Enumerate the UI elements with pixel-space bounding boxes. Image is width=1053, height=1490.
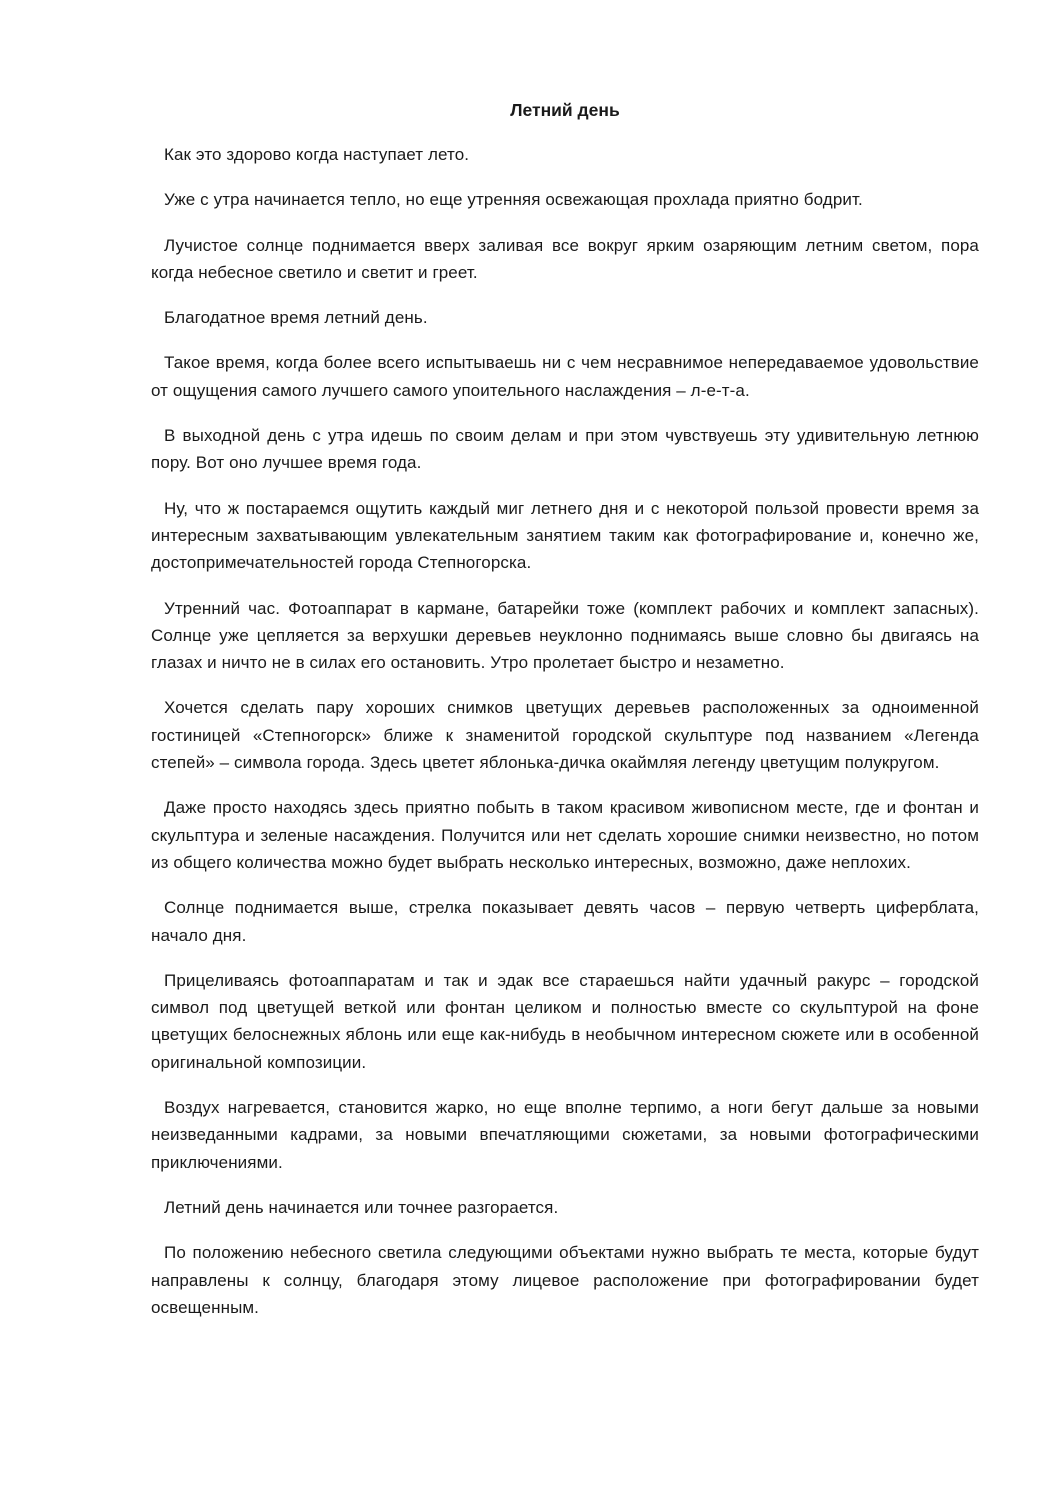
paragraph-3: Лучистое солнце поднимается вверх заливая все вокруг ярким озаряющим летним светом, пора когда небесное светило и светит и греет. (151, 235, 979, 282)
paragraph-8: Утренний час. Фотоаппарат в кармане, батарейки тоже (комплект рабочих и комплект запасных). Солнце уже цепляется за верхушки деревьев неуклонно поднимаясь выше словно бы двигаясь на глазах и ничто не в силах его остановить. Утро пролетает быстро и незаметно. (151, 598, 979, 673)
document-page (151, 97, 979, 1339)
paragraph-2: Уже с утра начинается тепло, но еще утренняя освежающая прохлада приятно бодрит. (164, 190, 863, 210)
document-title: Летний день (510, 100, 620, 120)
paragraph-6: В выходной день с утра идешь по своим делам и при этом чувствуешь эту удивительную летнюю пору. Вот оно лучшее время года. (151, 426, 979, 473)
paragraph-1: Как это здорово когда наступает лето. (164, 145, 470, 164)
paragraph-7: Ну, что ж постараемся ощутить каждый миг летнего дня и с некоторой пользой провести время за интересным захватывающим увлекательным занятием таким как фотографирование и, конечно же, достопримечательностей города Степногорска. (151, 498, 979, 573)
paragraph-13: Воздух нагревается, становится жарко, но еще вполне терпимо, а ноги бегут дальше за новыми неизведанными кадрами, за новыми впечатляющими сюжетами, за новыми фотографическими приключениями. (151, 1098, 979, 1172)
paragraph-14: Летний день начинается или точнее разгорается. (164, 1197, 559, 1217)
paragraph-4: Благодатное время летний день. (164, 308, 428, 328)
paragraph-12: Прицеливаясь фотоаппаратам и так и эдак все стараешься найти удачный ракурс – городской символ под цветущей веткой или фонтан целиком и полностью вместе со скульптурой на фоне цветущих белоснежных яблонь или еще как-нибудь в необычном интересном сюжете или в особенной оригинальной композиции. (151, 970, 979, 1072)
paragraph-10: Даже просто находясь здесь приятно побыть в таком красивом живописном месте, где и фонтан и скульптура и зеленые насаждения. Получится или нет сделать хорошие снимки неизвестно, но потом из общего количества можно будет выбрать несколько интересных, возможно, даже неплохих. (151, 798, 979, 872)
paragraph-11: Солнце поднимается выше, стрелка показывает девять часов – первую четверть циферблата, начало дня. (151, 898, 979, 945)
paragraph-15: По положению небесного светила следующими объектами нужно выбрать те места, которые будут направлены к солнцу, благодаря этому лицевое расположение при фотографировании будет освещенным. (151, 1243, 979, 1317)
paragraph-5: Такое время, когда более всего испытываешь ни с чем несравнимое непередаваемое удовольствие от ощущения самого лучшего самого упоительного наслаждения – л-е-т-а. (151, 353, 979, 400)
paragraph-9: Хочется сделать пару хороших снимков цветущих деревьев расположенных за одноименной гостиницей «Степногорск» ближе к знаменитой городской скульптуре под названием «Легенда степей» – символа города. Здесь цветет яблонька-дичка окаймляя легенду цветущим полукругом. (151, 698, 979, 773)
